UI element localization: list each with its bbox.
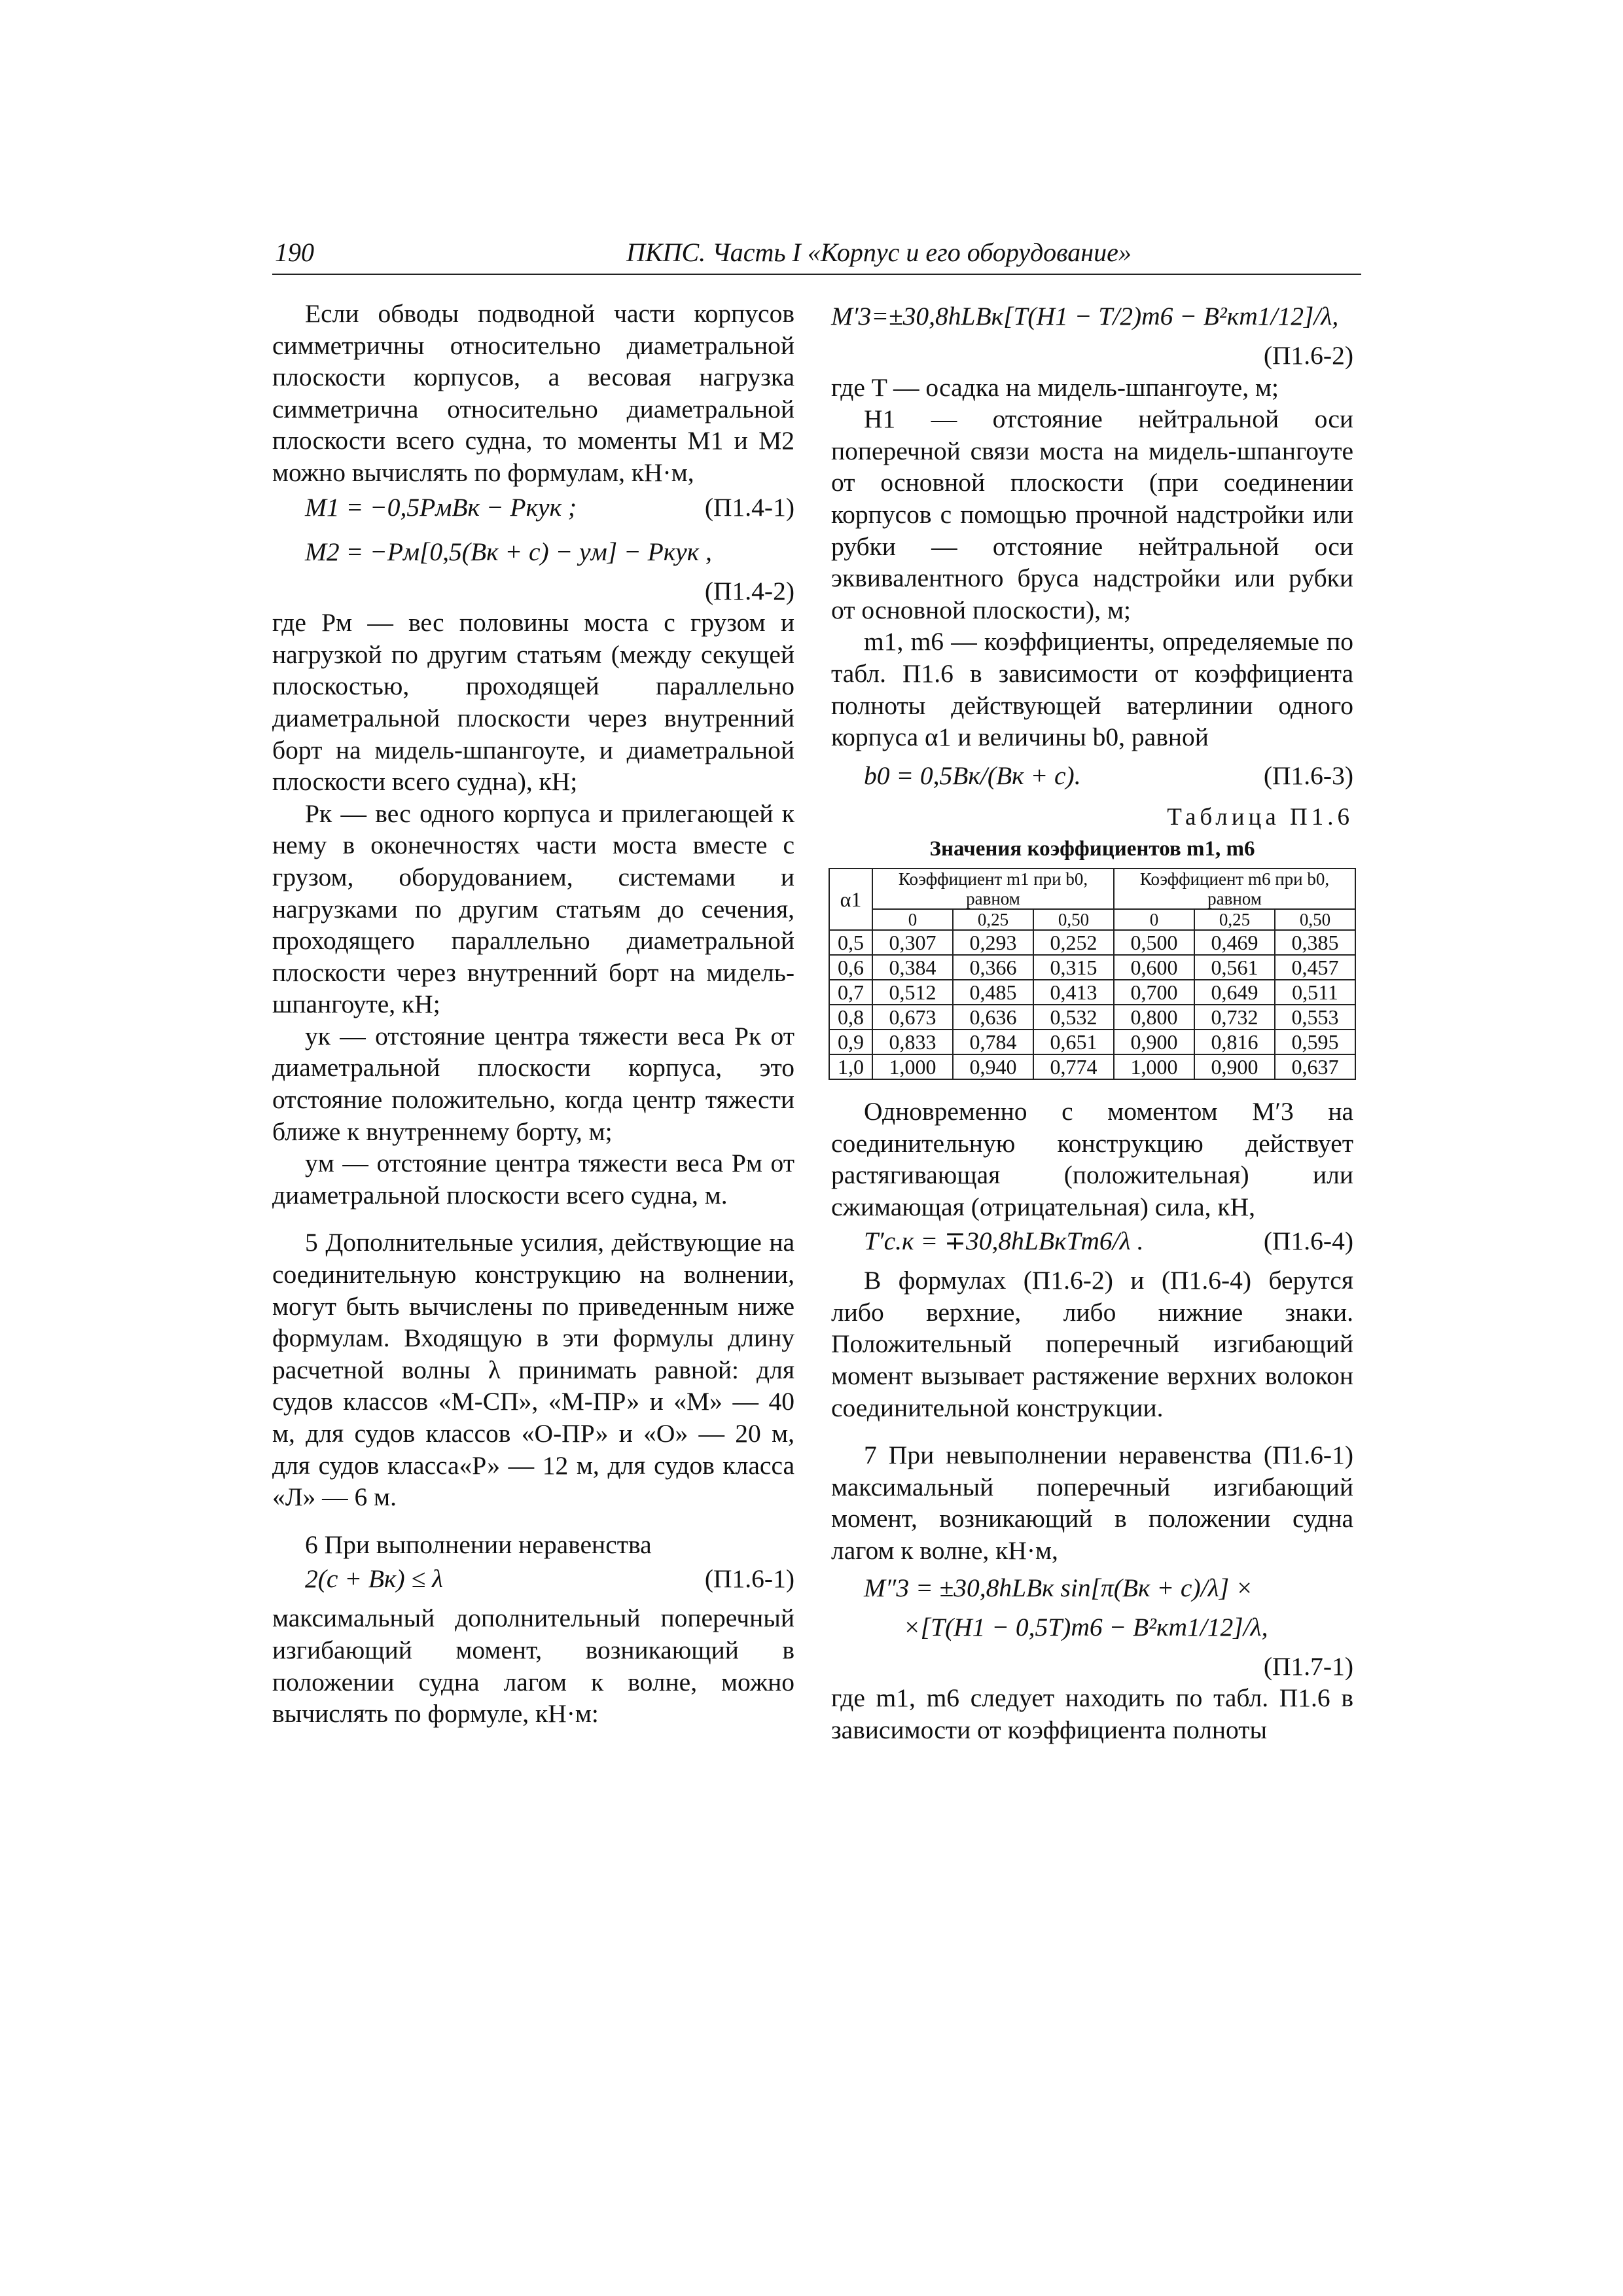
table-row (829, 1054, 1355, 1079)
table-row (829, 955, 1355, 980)
table-row (829, 1005, 1355, 1030)
paragraph-6: 6 При выполнении неравенства (305, 1530, 652, 1559)
table-cell-alpha: 0,9 (829, 1030, 872, 1054)
table-cell-alpha: 0,5 (829, 930, 872, 955)
table-header-b0: 0 (1114, 909, 1194, 930)
table-cell: 0,649 (1194, 980, 1275, 1005)
paragraph: где m1, m6 следует находить по табл. П1.6 в зависимости от коэффициента полноты (831, 1683, 1353, 1744)
table-row (829, 930, 1355, 955)
table-cell: 0,511 (1275, 980, 1355, 1005)
table-cell: 0,485 (953, 980, 1033, 1005)
formula-text: ×[T(H1 − 0,5T)m6 − B²кm1/12]/λ, (903, 1612, 1268, 1641)
table-cell: 0,900 (1114, 1030, 1194, 1054)
definition: H1 — отстояние нейтральной оси поперечной связи моста на мидель-шпангоуте от основной плоскости (при соединении корпусов с помощью прочной надстройки или рубки — отстояние нейтральной оси эквивалентного бруса надстройки или рубки от основной плоскости), м; (831, 404, 1353, 624)
table-header-b0: 0,25 (953, 909, 1033, 930)
formula-number: (П1.4-2) (704, 576, 794, 605)
table-header-b0: 0 (872, 909, 953, 930)
formula (272, 492, 794, 528)
table-cell: 0,532 (1033, 1005, 1114, 1030)
table-cell: 0,700 (1114, 980, 1194, 1005)
table-cell-alpha: 0,6 (829, 955, 872, 980)
definition: где Pм — вес половины моста с грузом и нагрузкой по другим статьям (между секущей плоскостью, проходящей параллельно диаметральной плоскости через внутренний борт на мидель-шпангоуте, и диаметральной плоскости всего судна), кН; (272, 608, 794, 797)
table-cell: 0,816 (1194, 1030, 1275, 1054)
table-row (829, 1030, 1355, 1054)
formula-text: 2(c + Bк) ≤ λ (305, 1564, 444, 1594)
table-cell: 0,673 (872, 1005, 953, 1030)
table-cell: 0,561 (1194, 955, 1275, 980)
formula-number: (П1.7-1) (1263, 1651, 1353, 1681)
table-cell: 0,469 (1194, 930, 1275, 955)
table-header-m1: Коэффициент m1 при b0, равном (872, 869, 1114, 909)
table-cell: 0,252 (1033, 930, 1114, 955)
table-header-alpha: α1 (829, 869, 872, 930)
table-cell: 0,637 (1275, 1054, 1355, 1079)
table-cell: 1,000 (1114, 1054, 1194, 1079)
table-cell: 1,000 (872, 1054, 953, 1079)
formula-number: (П1.6-4) (1263, 1227, 1353, 1256)
table-cell: 0,600 (1114, 955, 1194, 980)
formula-number: (П1.6-2) (1263, 341, 1353, 370)
page-number: 190 (275, 238, 314, 267)
definition: yк — отстояние центра тяжести веса Pк от диаметральной плоскости корпуса, это отстояние положительно, когда центр тяжести ближе к внутреннему борту, м; (272, 1021, 794, 1146)
table-header-m6: Коэффициент m6 при b0, равном (1114, 869, 1355, 909)
table-cell: 0,900 (1194, 1054, 1275, 1079)
running-title: ПКПС. Часть I «Корпус и его оборудование» (626, 238, 1132, 267)
formula (831, 760, 1353, 797)
table-cell: 0,500 (1114, 930, 1194, 955)
formula-number: (П1.6-1) (704, 1564, 794, 1594)
formula (272, 1563, 794, 1600)
running-header (272, 237, 1361, 275)
formula-text: M2 = −Pм[0,5(Bк + c) − yм] − Pкyк , (305, 537, 712, 566)
table-cell: 0,553 (1275, 1005, 1355, 1030)
table-header-b0: 0,50 (1033, 909, 1114, 930)
paragraph: В формулах (П1.6-2) и (П1.6-4) берутся либо верхние, либо нижние знаки. Положительный поперечный изгибающий момент вызывает растяжение верхних волокон соединительной конструкции. (831, 1266, 1353, 1422)
right-column (831, 298, 1353, 1746)
table-title: Значения коэффициентов m1, m6 (929, 837, 1255, 861)
paragraph: максимальный дополнительный поперечный изгибающий момент, возникающий в положении судна лагом к волне, можно вычислять по формуле, кН·м: (272, 1604, 794, 1729)
table-cell: 0,293 (953, 930, 1033, 955)
table-cell: 0,384 (872, 955, 953, 980)
table-cell: 0,413 (1033, 980, 1114, 1005)
table-cell: 0,651 (1033, 1030, 1114, 1054)
coefficients-table (829, 868, 1356, 1080)
paragraph-5: 5 Дополнительные усилия, действующие на соединительную конструкцию на волнении, могут быть вычислены по приведенным ниже формулам. Входящую в эти формулы длину расчетной волны λ принимать равной: для судов классов «М-СП», «М-ПР» и «М» — 40 м, для судов классов «О-ПР» и «О» — 20 м, для судов класса«Р» — 12 м, для судов класса «Л» — 6 м. (272, 1228, 794, 1512)
paragraph: Одновременно с моментом M′3 на соединительную конструкцию действует растягивающая (положительная) или сжимающая (отрицательная) сила, кН, (831, 1096, 1353, 1221)
formula-text: M′3=±30,8hLBк[T(H1 − T/2)m6 − B²кm1/12]/λ, (831, 302, 1339, 331)
definition: yм — отстояние центра тяжести веса Pм от диаметральной плоскости всего судна, м. (272, 1149, 794, 1210)
table-cell: 0,366 (953, 955, 1033, 980)
table-caption: Таблица П1.6 (1167, 803, 1353, 831)
table-cell-alpha: 1,0 (829, 1054, 872, 1079)
table-cell: 0,457 (1275, 955, 1355, 980)
formula-text: T′с.к = ∓30,8hLBкTm6/λ . (864, 1227, 1144, 1256)
table-cell: 0,595 (1275, 1030, 1355, 1054)
formula-text: M″3 = ±30,8hLBк sin[π(Bк + c)/λ] × (864, 1573, 1253, 1602)
definition: Pк — вес одного корпуса и прилегающей к нему в оконечностях части моста вместе с грузом, оборудованием, системами и нагрузками по другим статьям до сечения, проходящего параллельно диаметральной плоскости через внутренний борт на мидель-шпангоуте, кН; (272, 798, 794, 1019)
table-cell: 0,940 (953, 1054, 1033, 1079)
table-header-b0: 0,25 (1194, 909, 1275, 930)
table-cell: 0,774 (1033, 1054, 1114, 1079)
formula (831, 300, 1353, 337)
formula-number: (П1.6-3) (1263, 761, 1353, 790)
table-cell: 0,732 (1194, 1005, 1275, 1030)
table-cell: 0,784 (953, 1030, 1033, 1054)
formula-text: b0 = 0,5Bк/(Bк + c). (864, 761, 1081, 790)
formula (831, 1225, 1353, 1262)
formula-text: M1 = −0,5PмBк − Pкyк ; (305, 492, 577, 522)
table-row (829, 980, 1355, 1005)
formula (831, 1572, 1353, 1609)
definition: где T — осадка на мидель-шпангоуте, м; (831, 372, 1279, 402)
left-column (272, 298, 794, 1730)
paragraph-7: 7 При невыполнении неравенства (П1.6-1) максимальный поперечный изгибающий момент, возникающий в положении судна лагом к волне, кН·м, (831, 1441, 1353, 1566)
table-cell: 0,385 (1275, 930, 1355, 955)
table-header-b0: 0,50 (1275, 909, 1355, 930)
formula (272, 536, 794, 573)
definition: m1, m6 — коэффициенты, определяемые по табл. П1.6 в зависимости от коэффициента полноты действующей ватерлинии одного корпуса α1 и величины b0, равной (831, 627, 1353, 752)
formula (831, 1611, 1353, 1648)
table-cell-alpha: 0,7 (829, 980, 872, 1005)
paragraph: Если обводы подводной части корпусов симметричны относительно диаметральной плоскости корпусов, а весовая нагрузка симметрична относительно диаметральной плоскости всего судна, то моменты M1 и M2 можно вычислять по формулам, кН·м, (272, 299, 794, 487)
formula-number: (П1.4-1) (704, 492, 794, 522)
table-cell: 0,512 (872, 980, 953, 1005)
table-cell: 0,315 (1033, 955, 1114, 980)
table-cell: 0,800 (1114, 1005, 1194, 1030)
table-cell: 0,833 (872, 1030, 953, 1054)
table-body (829, 930, 1355, 1079)
table-cell-alpha: 0,8 (829, 1005, 872, 1030)
table-cell: 0,636 (953, 1005, 1033, 1030)
table-cell: 0,307 (872, 930, 953, 955)
